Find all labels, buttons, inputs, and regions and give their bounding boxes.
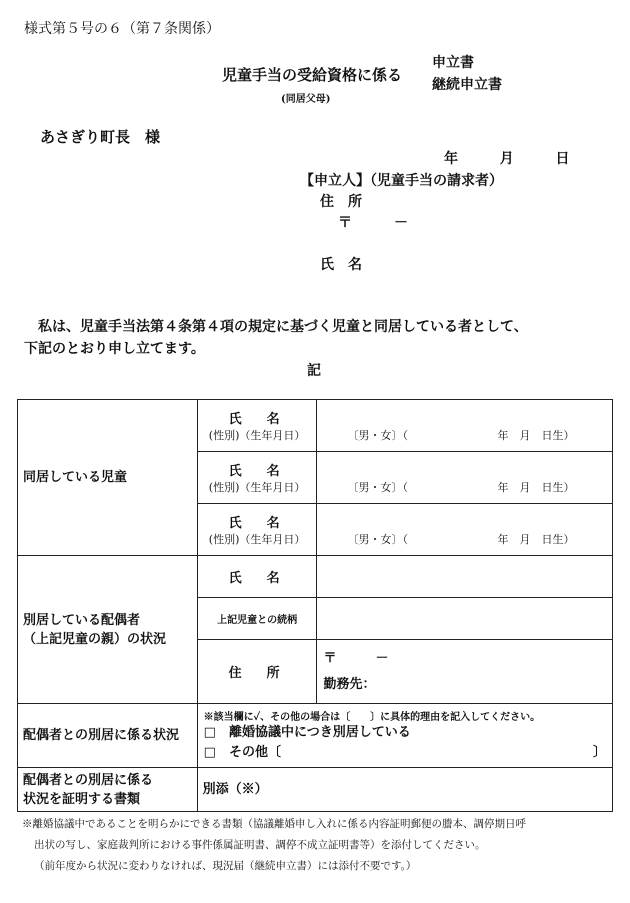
document-header-line-1: 配偶者との別居に係る	[23, 772, 154, 788]
child-row	[18, 400, 613, 452]
footnote-line-3: （前年度から状況に変わりなければ、現況届（継続申立書）には添付不要です。）	[34, 860, 417, 872]
child-name-label: 氏 名	[228, 516, 286, 531]
statement-line-1: 私は、児童手当法第４条第４項の規定に基づく児童と同居している者として、	[38, 319, 528, 335]
child-sub-label: (性別)（生年月日）	[208, 429, 306, 442]
child-name-label: 氏 名	[228, 464, 286, 479]
applicant-name-label: 氏 名	[320, 257, 362, 273]
document-header	[18, 768, 198, 812]
status-option-divorce-talks[interactable]: □ 離婚協議中につき別居している	[203, 725, 411, 740]
child-birth: 年 月 日生）	[497, 429, 575, 442]
spouse-address-label: 住 所	[228, 666, 286, 681]
document-value: 別添（※）	[197, 768, 612, 812]
child-gender: 〔男・女〕（	[347, 533, 408, 546]
spouse-workplace-label: 勤務先：	[323, 676, 376, 692]
spouse-header-line-1: 別居している配偶者	[23, 612, 141, 628]
status-options	[197, 704, 612, 768]
date-line	[444, 148, 570, 168]
form-title: 児童手当の受給資格に係る	[222, 66, 403, 84]
form-subtitle: (同居父母)	[281, 94, 331, 105]
ki-marker: 記	[307, 363, 321, 379]
title-option-application: 申立書	[432, 55, 474, 71]
footnote-line-2: 出状の写し、家庭裁判所における事件係属証明書、調停不成立証明書等）を添付してください。	[34, 839, 486, 851]
document-row	[18, 768, 613, 812]
date-day: 日	[555, 151, 570, 167]
statement-line-2: 下記のとおり申し立てます。	[24, 341, 205, 357]
child-gender: 〔男・女〕（	[347, 481, 408, 494]
child-value[interactable]	[317, 452, 613, 504]
spouse-name-label: 氏 名	[228, 571, 286, 586]
date-year: 年	[444, 151, 458, 167]
child-birth: 年 月 日生）	[497, 533, 575, 546]
child-birth: 年 月 日生）	[497, 481, 575, 494]
status-option-other-label: □ その他〔	[203, 745, 281, 760]
spouse-address-label-cell	[197, 640, 317, 704]
applicant-postal-mark: 〒 －	[338, 215, 408, 231]
spouse-name-label-cell	[197, 556, 317, 598]
spouse-name-row	[18, 556, 613, 598]
declaration-table	[17, 399, 613, 812]
spouse-postal-mark: 〒 －	[323, 650, 389, 666]
children-header: 同居している児童	[18, 400, 198, 556]
child-sub-label: (性別)（生年月日）	[208, 533, 306, 546]
child-sub-label: (性別)（生年月日）	[208, 481, 306, 494]
addressee: あさぎり町長 様	[40, 128, 161, 146]
child-value[interactable]	[317, 504, 613, 556]
child-label	[197, 504, 317, 556]
spouse-relation-label: 上記児童との続柄	[197, 598, 317, 640]
child-name-label: 氏 名	[228, 412, 286, 427]
footnote-line-1: ※離婚協議中であることを明らかにできる書類（協議離婚申し入れに係る内容証明郵便の謄本、調停期日呼	[22, 818, 526, 830]
spouse-header-line-2: （上記児童の親）の状況	[23, 631, 167, 647]
applicant-label: 【申立人】（児童手当の請求者）	[300, 173, 503, 189]
child-gender: 〔男・女〕（	[347, 429, 408, 442]
status-note: ※該当欄に✓、その他の場合は〔 〕に具体的理由を記入してください。	[203, 712, 541, 723]
title-option-continuation: 継続申立書	[432, 77, 502, 93]
statement	[24, 316, 528, 360]
spouse-header	[18, 556, 198, 704]
form-number: 様式第５号の６（第７条関係）	[24, 21, 220, 37]
child-label	[197, 400, 317, 452]
date-month: 月	[499, 151, 514, 167]
spouse-address-value[interactable]	[317, 640, 613, 704]
spouse-relation-value[interactable]	[317, 598, 613, 640]
status-option-other-close: 〕	[592, 745, 606, 760]
status-header: 配偶者との別居に係る状況	[18, 704, 198, 768]
status-option-other[interactable]	[204, 743, 606, 763]
child-label	[197, 452, 317, 504]
status-row	[18, 704, 613, 768]
footnote	[22, 814, 612, 877]
applicant-address-label: 住 所	[320, 194, 362, 210]
child-value[interactable]	[317, 400, 613, 452]
document-header-line-2: 状況を証明する書類	[23, 791, 141, 807]
spouse-name-value[interactable]	[317, 556, 613, 598]
